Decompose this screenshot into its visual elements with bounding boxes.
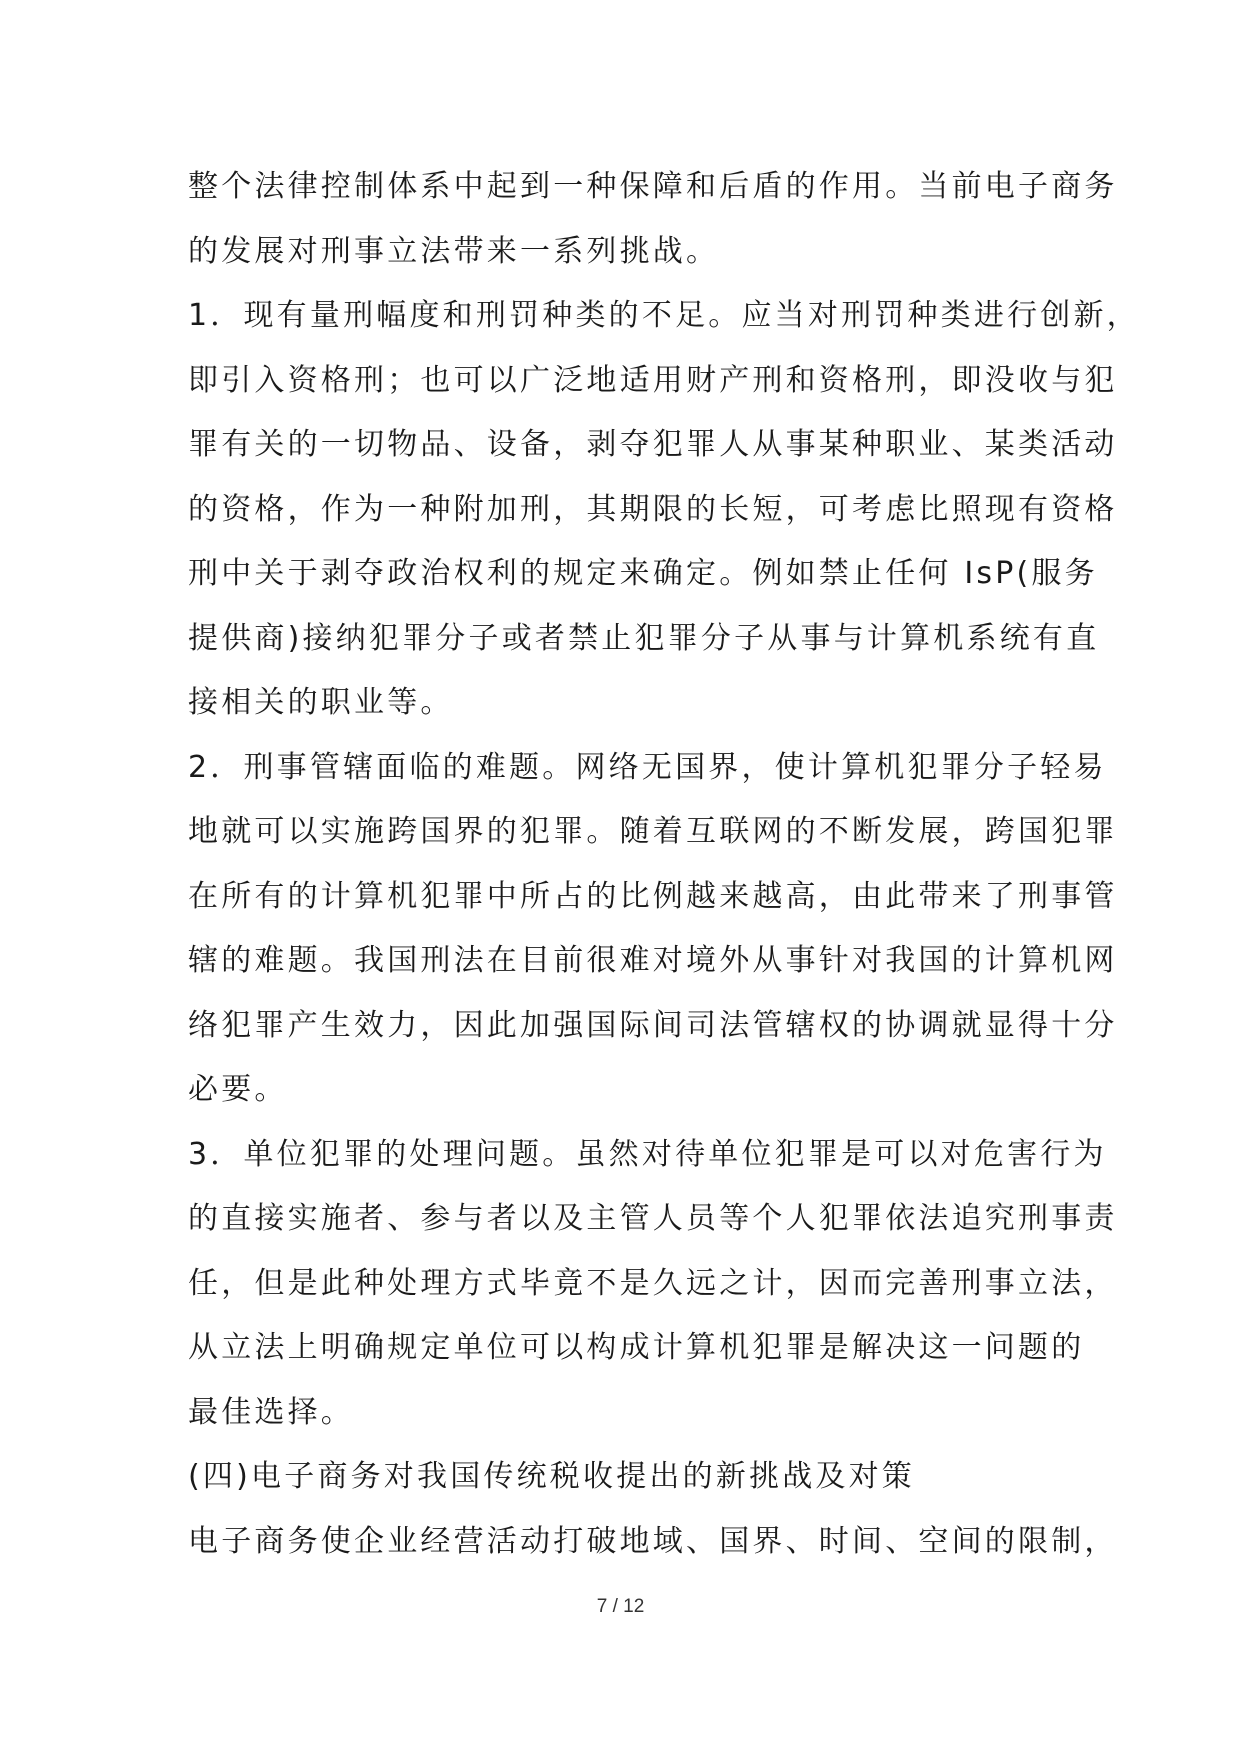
text-line: 辖的难题。我国刑法在目前很难对境外从事针对我国的计算机网: [188, 943, 1118, 978]
body-text: [188, 155, 1140, 1574]
text-line: 电子商务使企业经营活动打破地域、国界、时间、空间的限制，: [188, 1523, 1118, 1559]
text-line: 即引入资格刑；也可以广泛地适用财产刑和资格刑，即没收与犯: [188, 362, 1118, 398]
text-line: 的发展对刑事立法带来一系列挑战。: [188, 233, 720, 269]
text-line: 地就可以实施跨国界的犯罪。随着互联网的不断发展，跨国犯罪: [188, 814, 1118, 849]
text-line: 任，但是此种处理方式毕竟不是久远之计，因而完善刑事立法，: [188, 1265, 1118, 1301]
text-line: 罪有关的一切物品、设备，剥夺犯罪人从事某种职业、某类活动: [188, 427, 1118, 462]
text-line: 2．刑事管辖面临的难题。网络无国界，使计算机犯罪分子轻易: [188, 749, 1107, 785]
text-line: 络犯罪产生效力，因此加强国际间司法管辖权的协调就显得十分: [188, 1007, 1118, 1043]
text-line: 1．现有量刑幅度和刑罚种类的不足。应当对刑罚种类进行创新，: [188, 298, 1140, 333]
section-heading: (四)电子商务对我国传统税收提出的新挑战及对策: [188, 1459, 916, 1494]
text-line: 3．单位犯罪的处理问题。虽然对待单位犯罪是可以对危害行为: [188, 1136, 1107, 1172]
text-line: 整个法律控制体系中起到一种保障和后盾的作用。当前电子商务: [188, 169, 1118, 204]
text-line: 刑中关于剥夺政治权利的规定来确定。例如禁止任何 IsP(服务: [188, 556, 1098, 591]
text-line: 从立法上明确规定单位可以构成计算机犯罪是解决这一问题的: [188, 1330, 1085, 1365]
text-line: 必要。: [188, 1072, 288, 1107]
text-line: 接相关的职业等。: [188, 685, 454, 720]
text-line: 在所有的计算机犯罪中所占的比例越来越高，由此带来了刑事管: [188, 878, 1118, 914]
text-line: 最佳选择。: [188, 1394, 354, 1430]
page-number: 7 / 12: [596, 1596, 645, 1617]
text-line: 的直接实施者、参与者以及主管人员等个人犯罪依法追究刑事责: [188, 1201, 1118, 1236]
text-line: 的资格，作为一种附加刑，其期限的长短，可考虑比照现有资格: [188, 491, 1118, 527]
text-line: 提供商)接纳犯罪分子或者禁止犯罪分子从事与计算机系统有直: [188, 620, 1100, 656]
